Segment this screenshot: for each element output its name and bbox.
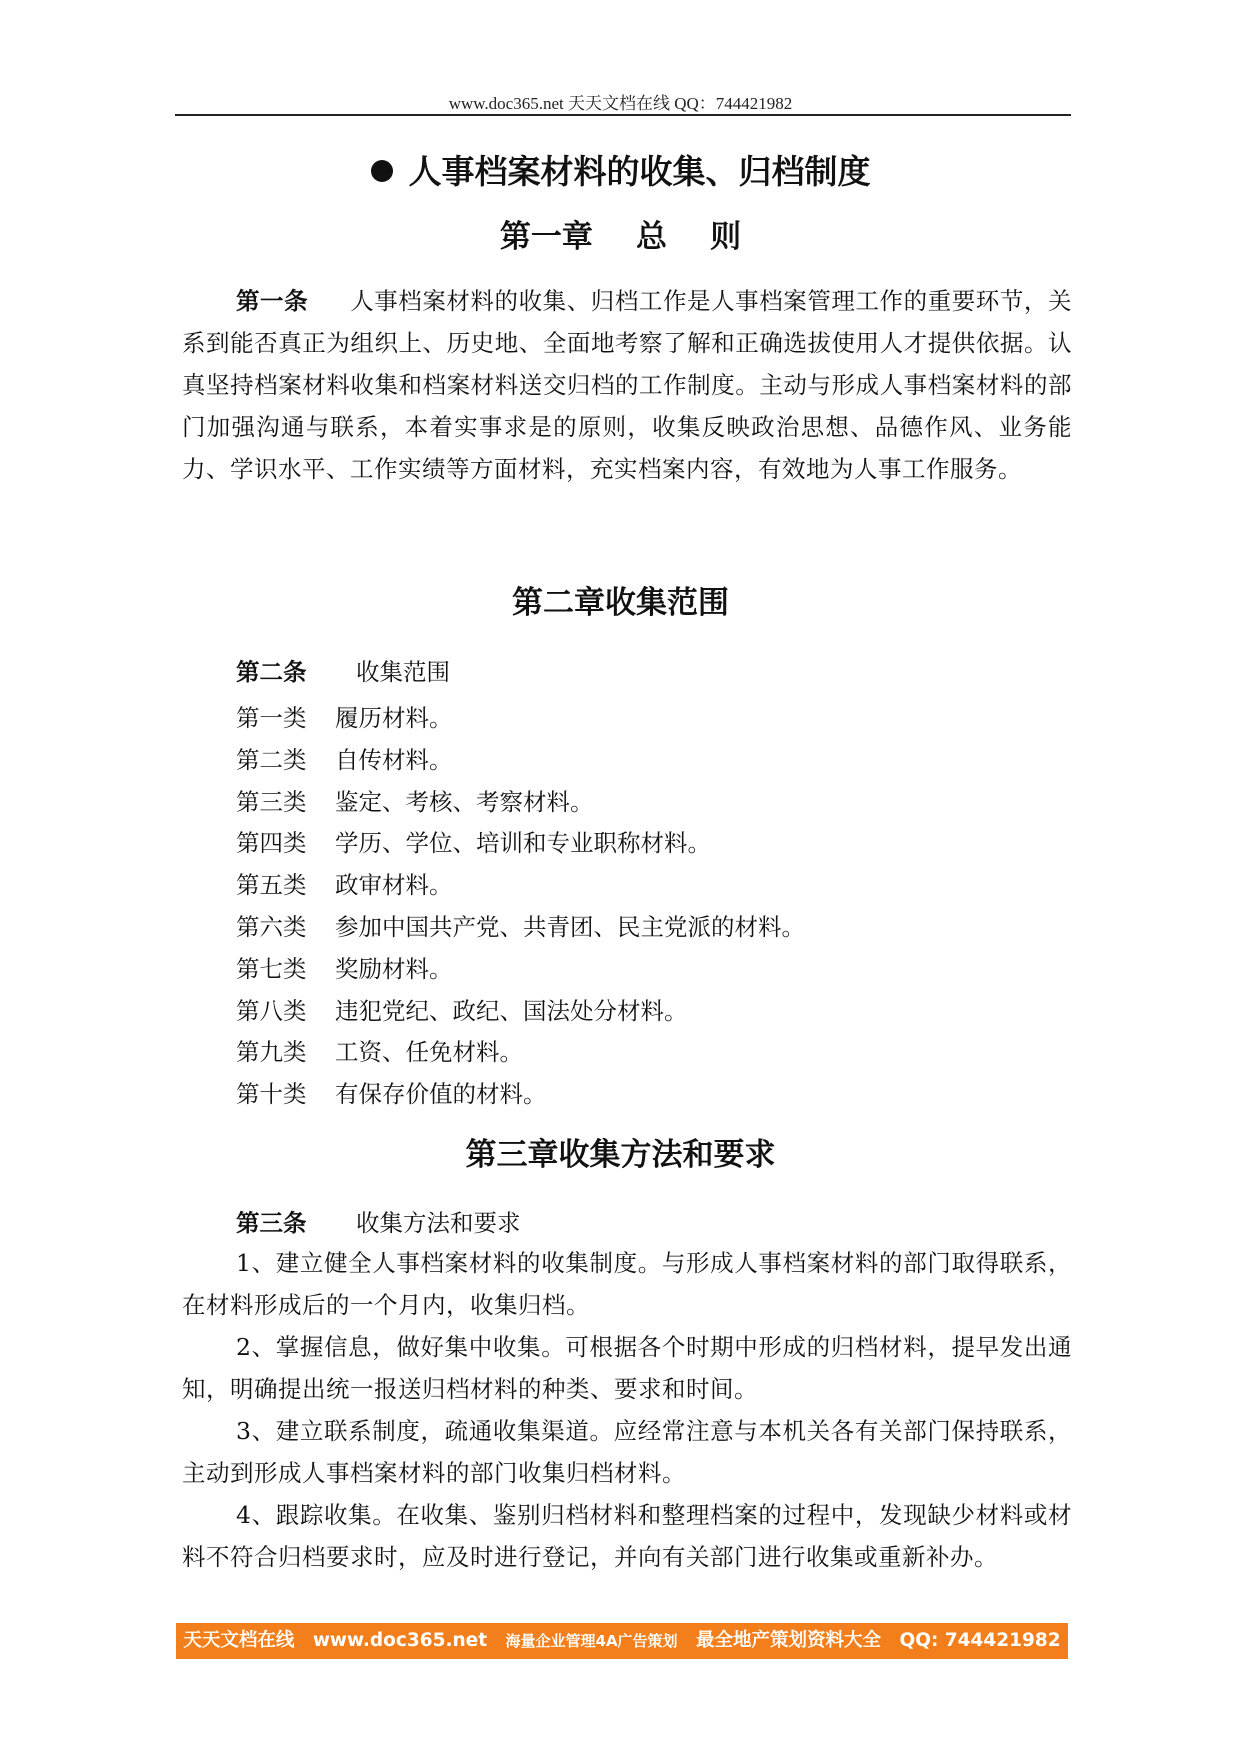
class-label: 第九类: [236, 1038, 307, 1067]
article-1-label: 第一条: [236, 287, 309, 315]
list-item: [236, 698, 805, 740]
list-item: [236, 740, 805, 782]
class-label: 第四类: [236, 829, 307, 858]
article-3: [236, 1207, 521, 1239]
chapter-2-heading: 第二章收集范围: [512, 585, 729, 621]
page-header: www.doc365.net 天天文档在线 QQ：744421982: [448, 94, 793, 113]
class-text: 违犯党纪、政纪、国法处分材料。: [335, 996, 688, 1025]
collection-scope-list: [236, 698, 805, 1116]
class-label: 第八类: [236, 996, 307, 1025]
footer-url[interactable]: www.doc365.net: [312, 1630, 488, 1651]
class-label: 第六类: [236, 912, 307, 941]
header-divider: [175, 114, 1071, 116]
bullet-icon: [371, 160, 393, 182]
class-text: 鉴定、考核、考察材料。: [335, 787, 594, 816]
article-1-text: 人事档案材料的收集、归档工作是人事档案管理工作的重要环节，关系到能否真正为组织上、历史地、全面地考察了解和正确选拔使用人才提供依据。认真坚持档案材料收集和档案材料送交归档的工作制度。主动与形成人事档案材料的部门加强沟通与联系，本着实事求是的原则，收集反映政治思想、品德作风、业务能力、学识水平、工作实绩等方面材料，充实档案内容，有效地为人事工作服务。: [182, 287, 1072, 483]
document-title: [0, 150, 1241, 194]
method-item-1: 1、建立健全人事档案材料的收集制度。与形成人事档案材料的部门取得联系，在材料形成后的一个月内，收集归档。: [182, 1249, 1072, 1319]
chapter-1-heading: 第一章 总 则: [499, 219, 742, 255]
list-item: [236, 949, 805, 991]
method-item-4: 4、跟踪收集。在收集、鉴别归档材料和整理档案的过程中，发现缺少材料或材料不符合归档要求时，应及时进行登记，并向有关部门进行收集或重新补办。: [182, 1501, 1072, 1571]
footer-banner: [176, 1623, 1068, 1659]
class-text: 参加中国共产党、共青团、民主党派的材料。: [335, 912, 805, 941]
class-label: 第一类: [236, 704, 307, 732]
method-item-3: 3、建立联系制度，疏通收集渠道。应经常注意与本机关各有关部门保持联系，主动到形成人事档案材料的部门收集归档材料。: [182, 1417, 1072, 1487]
class-text: 自传材料。: [335, 745, 453, 774]
class-label: 第二类: [236, 745, 307, 774]
method-item-2: 2、掌握信息，做好集中收集。可根据各个时期中形成的归档材料，提早发出通知，明确提出统一报送归档材料的种类、要求和时间。: [182, 1333, 1072, 1403]
footer-site-name: 天天文档在线: [183, 1630, 295, 1651]
footer-slogan-2: 最全地产策划资料大全: [696, 1630, 882, 1651]
list-item: [236, 907, 805, 949]
footer-qq: QQ: 744421982: [899, 1630, 1061, 1651]
class-text: 履历材料。: [335, 704, 453, 732]
class-label: 第七类: [236, 954, 307, 983]
article-3-label: 第三条: [236, 1209, 307, 1237]
list-item: [236, 1032, 805, 1074]
article-1: [182, 280, 1072, 490]
list-item: [236, 823, 805, 865]
article-2-label: 第二条: [236, 658, 307, 686]
article-2-text: 收集范围: [356, 658, 450, 686]
footer-slogan-1: 海量企业管理4A广告策划: [505, 1632, 678, 1650]
class-text: 学历、学位、培训和专业职称材料。: [335, 829, 711, 858]
list-item: [236, 1074, 805, 1116]
list-item: [236, 782, 805, 824]
article-3-text: 收集方法和要求: [356, 1209, 521, 1237]
document-title-text: 人事档案材料的收集、归档制度: [408, 152, 871, 191]
class-text: 有保存价值的材料。: [335, 1080, 547, 1109]
class-text: 奖励材料。: [335, 954, 453, 983]
article-2: [236, 656, 450, 688]
list-item: [236, 865, 805, 907]
class-text: 政审材料。: [335, 871, 453, 900]
list-item: [236, 991, 805, 1033]
class-label: 第三类: [236, 787, 307, 816]
chapter-3-heading: 第三章收集方法和要求: [465, 1137, 776, 1173]
class-label: 第五类: [236, 871, 307, 900]
class-label: 第十类: [236, 1080, 307, 1109]
class-text: 工资、任免材料。: [335, 1038, 523, 1067]
